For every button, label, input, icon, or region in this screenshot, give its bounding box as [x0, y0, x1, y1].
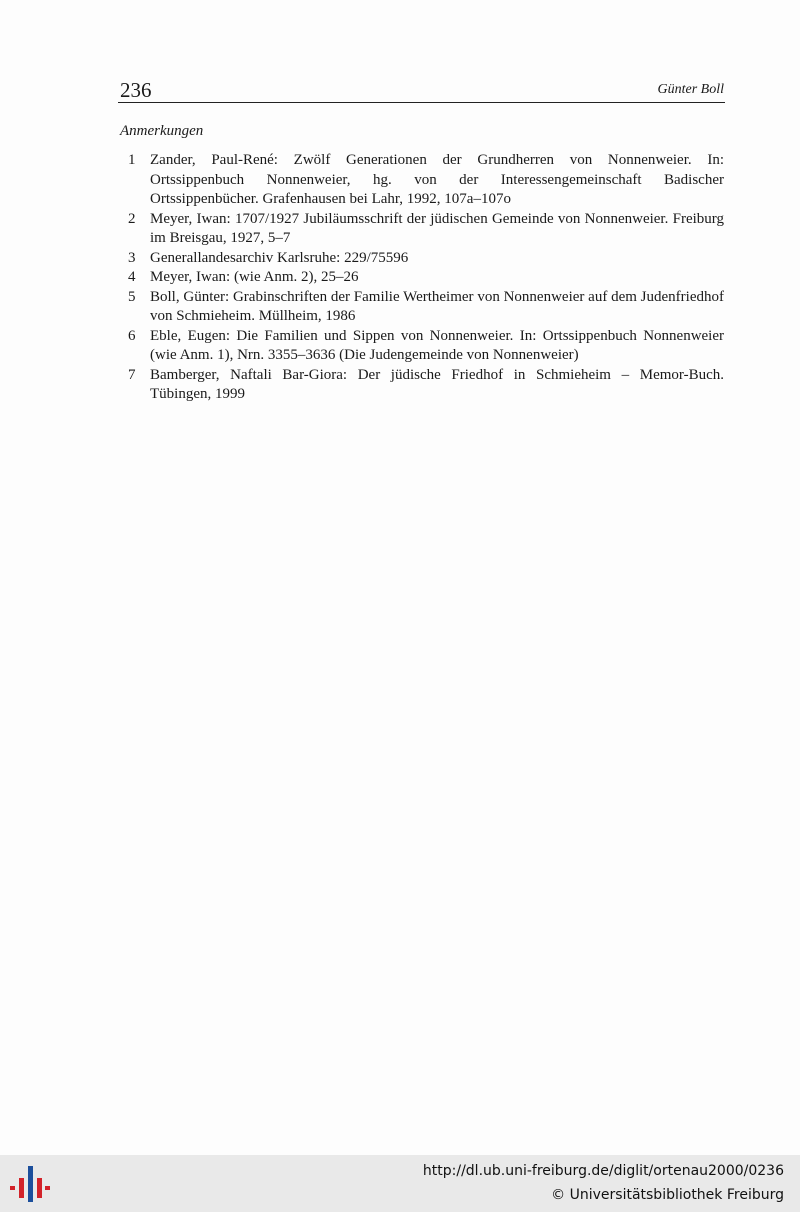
- note-item: [120, 151, 724, 210]
- note-text: Generallandesarchiv Karlsruhe: 229/75596: [150, 249, 409, 266]
- header-rule: [118, 102, 725, 103]
- note-text: Meyer, Iwan: 1707/1927 Jubiläumsschrift der jüdischen Gemeinde von Nonnenweier. Freiburg im Breisgau, 1927, 5–7: [150, 210, 724, 246]
- note-text: Zander, Paul-René: Zwölf Generationen der Grundherren von Nonnenweier. In: Ortssippenbuch Nonnenweier, hg. von der Interessengemeinschaft Badischer Ortssippenbücher. Grafenhausen bei Lahr, 1992, 107a–107o: [150, 152, 724, 207]
- note-text: Boll, Günter: Grabinschriften der Familie Wertheimer von Nonnenweier auf dem Judenfriedhof von Schmieheim. Müllheim, 1986: [150, 288, 724, 324]
- copyright-text: © Universitätsbibliothek Freiburg: [551, 1187, 784, 1203]
- note-text: Bamberger, Naftali Bar-Giora: Der jüdische Friedhof in Schmieheim – Memor-Buch. Tübingen, 1999: [150, 366, 724, 402]
- note-number: 1: [128, 152, 136, 168]
- notes-list: [120, 151, 724, 405]
- note-number: 5: [128, 288, 136, 305]
- note-text: Meyer, Iwan: (wie Anm. 2), 25–26: [150, 269, 359, 285]
- running-head-author: Günter Boll: [657, 82, 724, 97]
- footer-bar: [0, 1155, 800, 1212]
- note-item: [120, 249, 724, 269]
- note-number: 2: [128, 210, 136, 227]
- note-item: [120, 268, 724, 288]
- note-item: [120, 288, 724, 327]
- section-title: Anmerkungen: [120, 123, 204, 139]
- note-item: [120, 327, 724, 366]
- ub-freiburg-logo-icon[interactable]: [10, 1164, 50, 1204]
- note-item: [120, 210, 724, 249]
- note-number: 3: [128, 249, 136, 266]
- note-number: 7: [128, 366, 136, 383]
- source-url-link[interactable]: http://dl.ub.uni-freiburg.de/diglit/ortenau2000/0236: [422, 1163, 784, 1179]
- page-number: 236: [120, 78, 152, 102]
- note-number: 4: [128, 269, 136, 285]
- note-number: 6: [128, 327, 136, 344]
- note-item: [120, 366, 724, 405]
- note-text: Eble, Eugen: Die Familien und Sippen von Nonnenweier. In: Ortssippenbuch Nonnenweier (wie Anm. 1), Nrn. 3355–3636 (Die Judengemeinde von Nonnenweier): [150, 327, 724, 363]
